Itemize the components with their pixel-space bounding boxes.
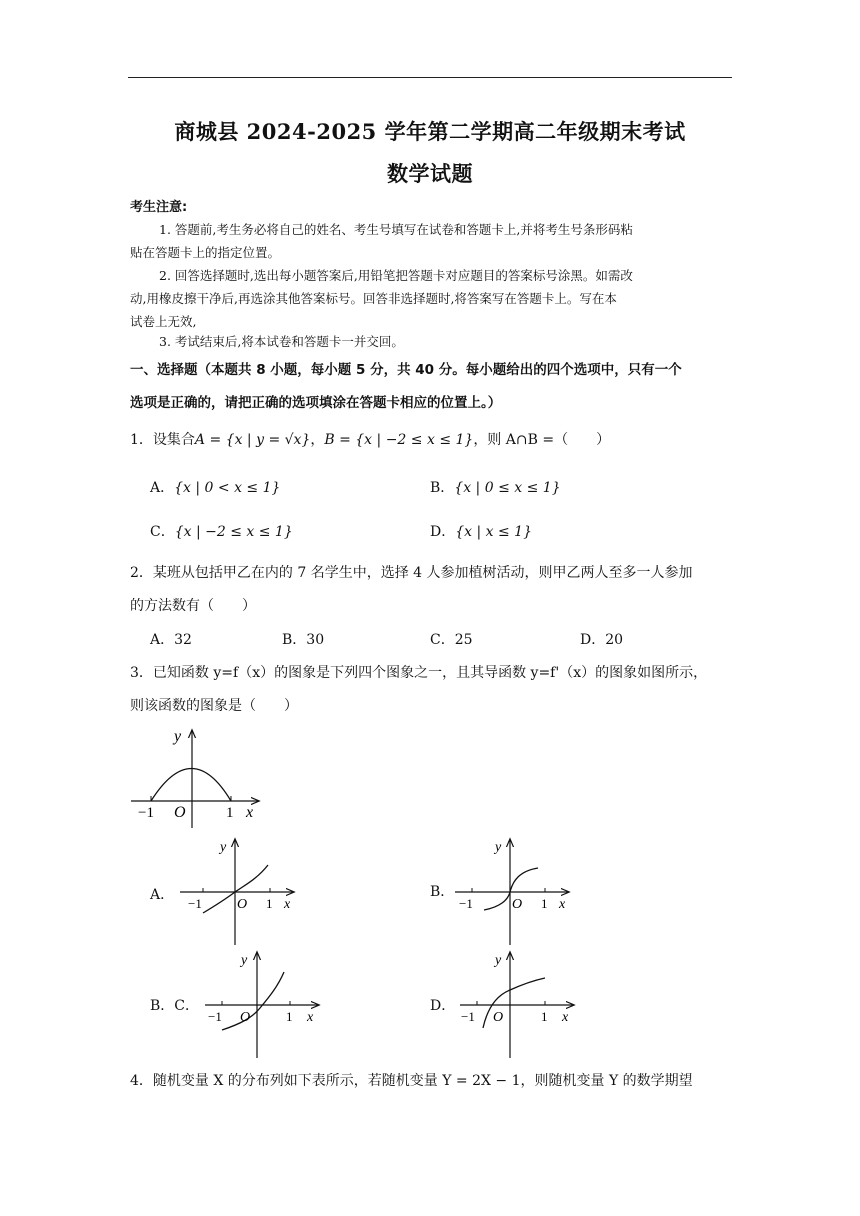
notice-item-2-line-1: 2. 回答选择题时,选出每小题答案后,用铅笔把答题卡对应题目的答案标号涂黑。如需改 <box>159 268 633 283</box>
question-3-line-2: 则该函数的图象是（ ） <box>130 698 298 714</box>
svg-text:O: O <box>512 897 523 912</box>
q2-option-a[interactable]: A．32 <box>150 632 192 648</box>
svg-text:x: x <box>559 897 566 912</box>
axis-y-label: y <box>174 728 182 745</box>
section-1-line-2: 选项是正确的，请把正确的选项填涂在答题卡相应的位置上。） <box>130 395 502 411</box>
notice-item-2-line-3: 试卷上无效, <box>130 314 197 329</box>
q1-lead: 设集合 <box>152 432 195 448</box>
svg-text:y: y <box>241 953 248 968</box>
svg-text:x: x <box>307 1010 314 1025</box>
notice-item-3: 3. 考试结束后,将本试卷和答题卡一并交回。 <box>159 334 404 349</box>
q3-option-d-label[interactable]: D． <box>430 998 456 1014</box>
q1-set-b: B = {x | −2 ≤ x ≤ 1} <box>324 432 474 448</box>
question-2-line-2: 的方法数有（ ） <box>130 598 256 614</box>
q3-option-a-graph[interactable] <box>175 835 305 947</box>
section-1-line-1: 一、选择题（本题共 8 小题，每小题 5 分，共 40 分。每小题给出的四个选项中，只有一个 <box>130 362 682 378</box>
q1-number: 1． <box>130 432 153 448</box>
q1-option-d[interactable]: D．{x | x ≤ 1} <box>430 524 532 540</box>
derivative-graph <box>128 725 268 835</box>
svg-text:1: 1 <box>541 896 548 911</box>
svg-text:y: y <box>495 840 502 855</box>
q1-sep: ， <box>310 432 325 448</box>
q2-option-b[interactable]: B．30 <box>282 632 325 648</box>
notice-item-1-line-1: 1. 答题前,考生务必将自己的姓名、考生号填写在试卷和答题卡上,并将考生号条形码粘 <box>159 222 633 237</box>
axis-x-label: x <box>246 804 254 821</box>
notice-item-2-line-2: 动,用橡皮擦干净后,再选涂其他答案标号。回答非选择题时,将答案写在答题卡上。写在本 <box>130 291 617 306</box>
exam-subtitle: 数学试题 <box>387 161 473 186</box>
notice-item-1-line-2: 贴在答题卡上的指定位置。 <box>130 245 281 260</box>
q1-option-b[interactable]: B．{x | 0 ≤ x ≤ 1} <box>430 480 561 496</box>
q3-option-b-graph[interactable] <box>450 835 580 947</box>
svg-text:O: O <box>240 1010 251 1025</box>
q3-option-c-label[interactable]: B．C． <box>150 998 199 1014</box>
exam-title: 商城县 2024-2025 学年第二学期高二年级期末考试 <box>174 119 686 144</box>
q1-option-a[interactable]: A．{x | 0 < x ≤ 1} <box>150 480 281 496</box>
q1-ask: ，则 A∩B =（ ） <box>473 432 611 448</box>
question-1 <box>130 430 610 450</box>
question-3-line-1: 3．已知函数 y=f（x）的图象是下列四个图象之一，且其导函数 y=f'（x）的图象如图所示， <box>130 665 708 681</box>
q1-option-c[interactable]: C．{x | −2 ≤ x ≤ 1} <box>150 524 293 540</box>
q3-option-b-label[interactable]: B． <box>430 884 455 900</box>
svg-text:y: y <box>495 953 502 968</box>
header-rule <box>128 77 732 78</box>
notice-heading: 考生注意: <box>130 200 188 215</box>
svg-text:x: x <box>562 1010 569 1025</box>
svg-text:1: 1 <box>541 1009 548 1024</box>
q2-option-c[interactable]: C．25 <box>430 632 473 648</box>
svg-text:O: O <box>493 1010 504 1025</box>
q2-option-d[interactable]: D．20 <box>580 632 624 648</box>
question-2-line-1: 2．某班从包括甲乙在内的 7 名学生中，选择 4 人参加植树活动，则甲乙两人至多一人参加 <box>130 565 693 581</box>
svg-text:1: 1 <box>286 1009 293 1024</box>
origin-label: O <box>174 804 186 821</box>
q1-set-a: A = {x | y = √x} <box>194 432 311 448</box>
svg-text:O: O <box>237 897 248 912</box>
svg-text:1: 1 <box>266 896 273 911</box>
tick-pos1-label: 1 <box>226 805 234 821</box>
svg-text:−1: −1 <box>188 896 202 911</box>
svg-text:−1: −1 <box>208 1009 222 1024</box>
question-4-line-1: 4．随机变量 X 的分布列如下表所示，若随机变量 Y = 2X − 1，则随机变量 Y 的数学期望 <box>130 1073 693 1089</box>
svg-text:x: x <box>284 897 291 912</box>
q3-option-c-graph[interactable] <box>200 948 330 1060</box>
svg-text:y: y <box>220 840 227 855</box>
q3-option-d-graph[interactable] <box>455 948 585 1060</box>
tick-neg1-label: −1 <box>138 805 154 821</box>
q3-option-a-label[interactable]: A． <box>150 887 175 903</box>
svg-text:−1: −1 <box>459 896 473 911</box>
svg-text:−1: −1 <box>461 1009 475 1024</box>
